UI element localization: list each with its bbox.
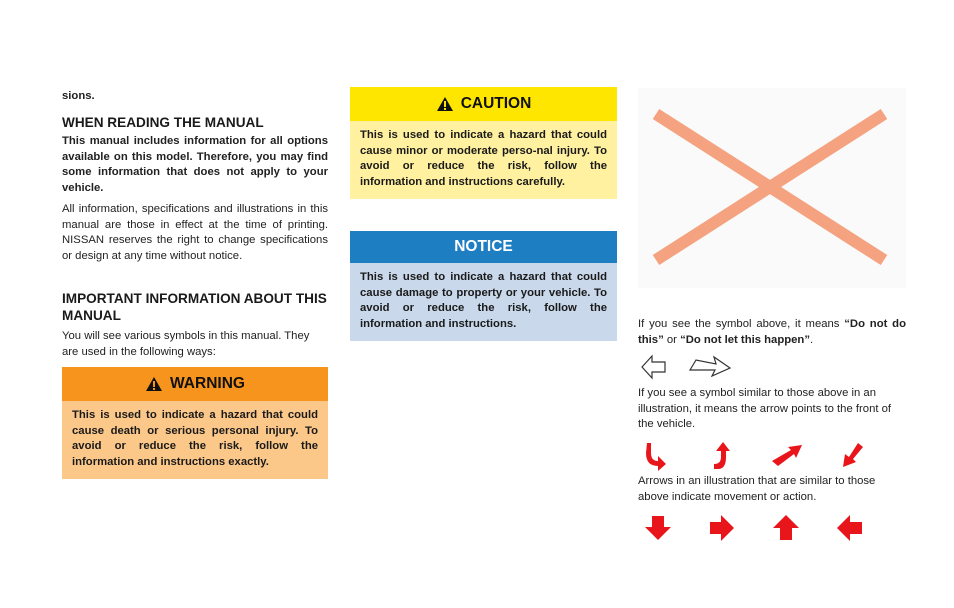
caution-body: This is used to indicate a hazard that could cause minor or moderate perso-nal injury. To avoid or reduce the risk, follow the information and instructions carefully.: [350, 121, 617, 199]
arrow-right-icon: [708, 514, 736, 542]
warning-title: WARNING: [170, 375, 245, 392]
symbol-text-quote2: “Do not let this happen”: [680, 333, 810, 346]
symbol-text-quote1: “Do not do this”: [638, 318, 906, 346]
section-important-body-text: You will see various symbols in this manual. They are used in the following ways:: [62, 330, 310, 358]
front-arrow-diagonal-outline-icon: [688, 354, 732, 380]
warning-body: This is used to indicate a hazard that could cause death or serious personal injury. To avoid or reduce the risk, follow the information and instructions exactly.: [62, 401, 328, 479]
movement-arrow-text: Arrows in an illustration that are similar to those above indicate movement or action.: [638, 475, 876, 503]
front-arrow-text: If you see a symbol similar to those above in an illustration, it means the arrow points to the front of the vehicle.: [638, 387, 892, 431]
continued-text: sions.: [62, 90, 95, 102]
section-heading-reading: WHEN READING THE MANUAL: [62, 115, 264, 130]
notice-box: [350, 231, 617, 341]
notice-header: [350, 231, 617, 263]
section-reading-bold-text: This manual includes information for all options available on this model. Therefore, you may find some information that does not apply to your vehicle.: [62, 135, 328, 194]
curved-arrow-down-icon: [642, 441, 668, 471]
arrow-down-icon: [644, 514, 672, 542]
do-not-x-symbol-icon: [638, 88, 906, 288]
section-heading-important: IMPORTANT INFORMATION ABOUT THIS MANUAL: [62, 291, 327, 323]
caution-header: [350, 87, 617, 121]
do-not-symbol-text: [638, 317, 906, 348]
arrow-up-icon: [772, 514, 800, 542]
diagonal-arrow-up-right-icon: [770, 443, 804, 467]
warning-box: [62, 367, 328, 479]
symbol-text-end: .: [809, 333, 814, 346]
section-reading-body-text: All information, specifications and illustrations in this manual are those in effect at the time of printing. NISSAN reserves the right to change specifications or design at any time without notice.: [62, 203, 328, 262]
symbol-text-or: or: [663, 333, 681, 346]
diagonal-arrow-down-left-icon: [841, 441, 865, 469]
symbol-text-pre: If you see the symbol above, it means: [638, 318, 845, 330]
caution-box: [350, 87, 617, 199]
warning-triangle-icon: [145, 376, 163, 392]
warning-triangle-icon: [436, 96, 454, 112]
notice-body: This is used to indicate a hazard that could cause damage to property or your vehicle. To avoid or reduce the risk, follow the information and instructions.: [350, 263, 617, 341]
warning-header: [62, 367, 328, 401]
notice-title: NOTICE: [454, 238, 513, 255]
front-arrow-left-outline-icon: [640, 353, 668, 381]
caution-title: CAUTION: [460, 95, 532, 112]
curved-arrow-up-icon: [704, 441, 730, 471]
arrow-left-icon: [836, 514, 864, 542]
